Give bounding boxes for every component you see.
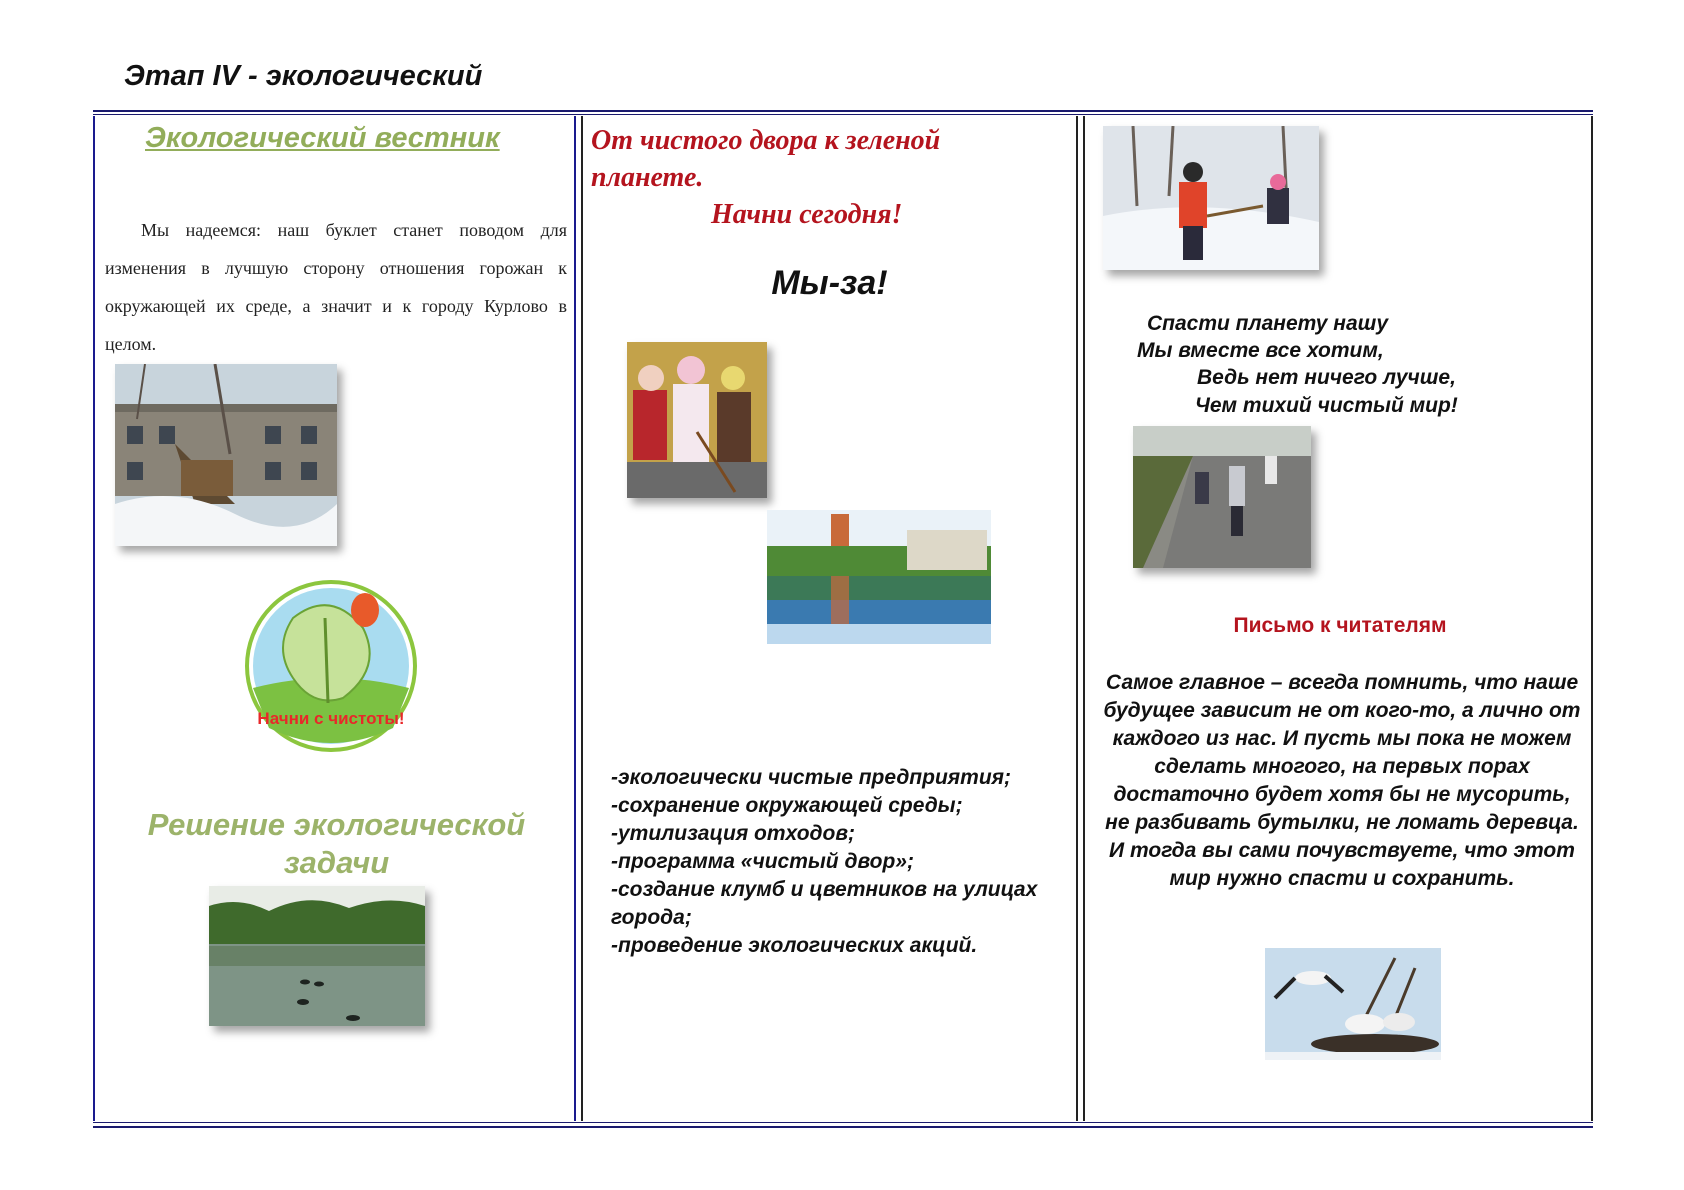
slogan-start-today: Начни сегодня!: [711, 199, 903, 230]
letter-paragraph: Самое главное – всегда помнить, что наше будущее зависит не от кого-то, а лично от каждого из нас. И пусть мы пока не можем сделать многого, на первых порах достаточно будет хотя бы не мусорить, не разбивать бутылки, не ломать деревца.: [1103, 671, 1581, 834]
list-item: -проведение экологических акций.: [611, 934, 978, 957]
list-item: -программа «чистый двор»;: [611, 850, 914, 873]
pond-ducks-photo: [209, 886, 425, 1026]
top-rule-thin: [93, 114, 1593, 115]
column-right: [1083, 116, 1593, 1121]
eco-bulletin-heading: Экологический вестник: [145, 122, 500, 154]
eco-task-heading: [95, 806, 578, 882]
letter-title: Письмо к читателям: [1233, 614, 1447, 637]
list-item: -утилизация отходов;: [611, 822, 856, 845]
column-left: [93, 116, 576, 1121]
slogan-line2: планете.: [591, 162, 704, 193]
logo-caption: Начни с чистоты!: [257, 709, 405, 728]
bottom-rule: [93, 1126, 1593, 1128]
letter-paragraph: И тогда вы сами почувствуете, что этот мир нужно спасти и сохранить.: [1109, 839, 1575, 890]
we-for-heading: Мы-за!: [771, 264, 888, 302]
bottom-rule-thin: [93, 1122, 1593, 1123]
eco-task-line2: задачи: [283, 845, 390, 880]
page-title: Этап IV - экологический: [124, 60, 483, 92]
slogan-line1: От чистого двора к зеленой: [591, 125, 941, 156]
poem-line4: Чем тихий чистый мир!: [1195, 394, 1458, 417]
town-pond-reflection-photo: [767, 510, 991, 644]
list-item: -экологически чистые предприятия;: [611, 766, 1012, 789]
letter-body: [1099, 669, 1585, 893]
kids-cleanup-photo: [627, 342, 767, 498]
storks-nest-photo: [1265, 948, 1441, 1060]
snow-cleanup-photo: [1103, 126, 1319, 270]
start-with-cleanliness-logo: [243, 578, 419, 754]
poem-line3: Ведь нет ничего лучше,: [1197, 366, 1456, 389]
poem-line1: Спасти планету нашу: [1147, 312, 1388, 335]
list-item: -сохранение окружающей среды;: [611, 794, 963, 817]
top-rule: [93, 110, 1593, 112]
winter-building-photo: [115, 364, 337, 546]
poem-line2: Мы вместе все хотим,: [1137, 339, 1384, 362]
column-middle: [581, 116, 1078, 1121]
intro-paragraph: Мы надеемся: наш буклет станет поводом для изменения в лучшую сторону отношения горожан к окружающей их среде, а значит и к городу Курлово в целом.: [105, 220, 567, 354]
eco-task-line1: Решение экологической: [147, 807, 526, 842]
list-item: -создание клумб и цветников на улицах города;: [611, 878, 1038, 929]
we-support-list: [611, 764, 1076, 960]
street-sweeping-photo: [1133, 426, 1311, 568]
booklet-frame: [93, 110, 1593, 1130]
